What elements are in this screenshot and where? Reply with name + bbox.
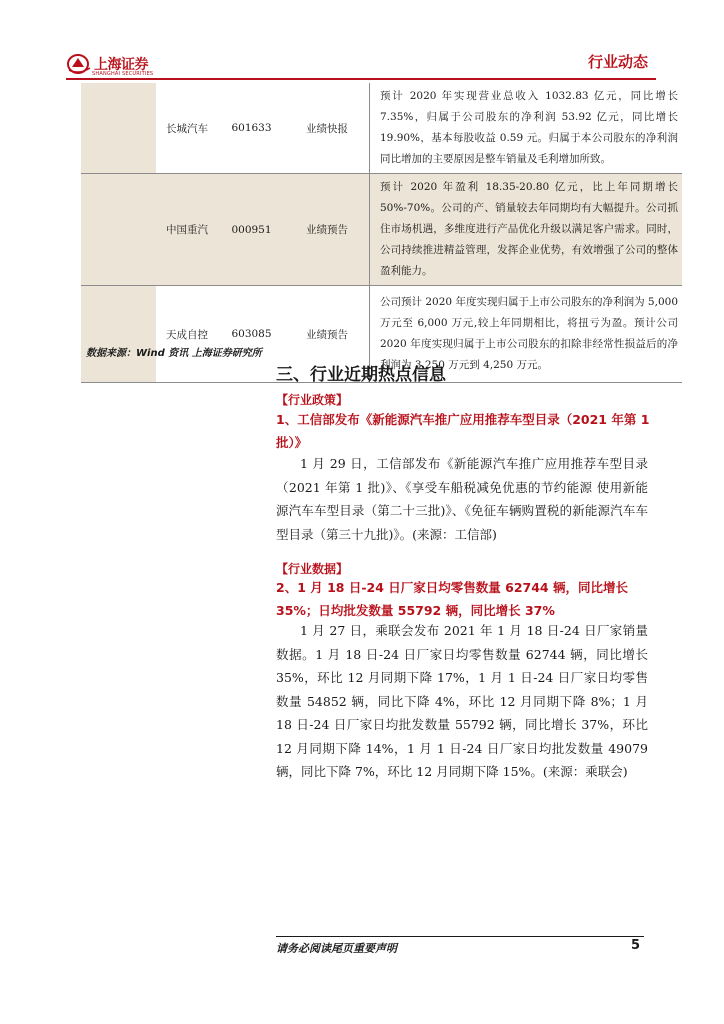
stock-code: 000951	[218, 174, 285, 286]
table-row	[81, 83, 682, 174]
news-body-1: 1 月 29 日，工信部发布《新能源汽车推广应用推荐车型目录（2021 年第 1 批)》、《享受车船税减免优惠的节约能源 使用新能源汽车车型目录（第二十三批)》、《免征车辆购置税的新能源汽车车型目录（第三十九批)》。(来源：工信部)	[276, 456, 648, 542]
table-row	[81, 174, 682, 286]
company-name: 天成自控	[156, 286, 218, 383]
report-type: 业绩快报	[285, 83, 370, 174]
stock-code: 603085	[218, 286, 285, 383]
news-title-1: 1、工信部发布《新能源汽车推广应用推荐车型目录（2021 年第 1 批）》	[276, 412, 650, 450]
news-body-2: 1 月 27 日，乘联会发布 2021 年 1 月 18 日-24 日厂家销量数据。1 月 18 日-24 日厂家日均零售数量 62744 辆，同比增长 35%，环比 12 月同期下降 17%，1 月 1 日-24 日厂家日均零售数量 54852 辆，同比下降 4%，环比 12 月同期下降 8%；1 月 18 日-24 日厂家日均批发数量 55792 辆，同比增长 37%，环比 12 月同期下降 14%，1 月 1 日-24 日厂家日均批发数量 49079 辆，同比下降 7%，环比 12 月同期下降 15%。(来源：乘联会)	[276, 623, 648, 779]
logo-emblem-icon	[66, 53, 92, 75]
section-heading: 三、行业近期热点信息	[276, 365, 446, 385]
table-cell-empty	[81, 286, 156, 383]
page-header	[0, 0, 724, 80]
earnings-table	[81, 83, 682, 383]
report-description: 预计 2020 年盈利 18.35-20.80 亿元，比上年同期增长 50%-70%。公司的产、销量较去年同期均有大幅提升。公司抓住市场机遇，多维度进行产品优化升级以满足客户需求。同时，公司持续推进精益管理，发挥企业优势，有效增强了公司的整体盈利能力。	[370, 174, 683, 286]
company-name: 中国重汽	[156, 174, 218, 286]
report-description: 预计 2020 年实现营业总收入 1032.83 亿元，同比增长 7.35%，归属于公司股东的净利润 53.92 亿元，同比增长 19.90%，基本每股收益 0.59 元。归属于本公司股东的净利润同比增加的主要原因是整车销量及毛利增加所致。	[370, 83, 683, 174]
logo-subtext: SHANGHAI SECURITIES	[92, 71, 154, 77]
data-tag: 【行业数据】	[276, 562, 349, 576]
news-title-2: 2、1 月 18 日-24 日厂家日均零售数量 62744 辆，同比增长 35%；日均批发数量 55792 辆，同比增长 37%	[276, 580, 628, 618]
table-cell-empty	[81, 174, 156, 286]
table-cell-empty	[81, 83, 156, 174]
table-source-note: 数据来源：Wind 资讯 上海证券研究所	[86, 348, 262, 359]
footer-disclaimer: 请务必阅读尾页重要声明	[276, 942, 397, 955]
report-type: 业绩预告	[285, 286, 370, 383]
stock-code: 601633	[218, 83, 285, 174]
company-name: 长城汽车	[156, 83, 218, 174]
report-type: 业绩预告	[285, 174, 370, 286]
header-divider	[66, 78, 656, 80]
logo-text: 上海证券	[94, 57, 148, 73]
header-title: 行业动态	[587, 53, 648, 71]
report-description: 公司预计 2020 年度实现归属于上市公司股东的净利润为 5,000 万元至 6,000 万元,较上年同期相比，将扭亏为盈。预计公司 2020 年度实现归属于上市公司股东的扣除非经常性损益后的净利润为 3,250 万元到 4,250 万元。	[370, 286, 683, 383]
policy-tag: 【行业政策】	[276, 393, 349, 407]
footer-divider	[276, 936, 644, 937]
page-number: 5	[630, 938, 640, 953]
